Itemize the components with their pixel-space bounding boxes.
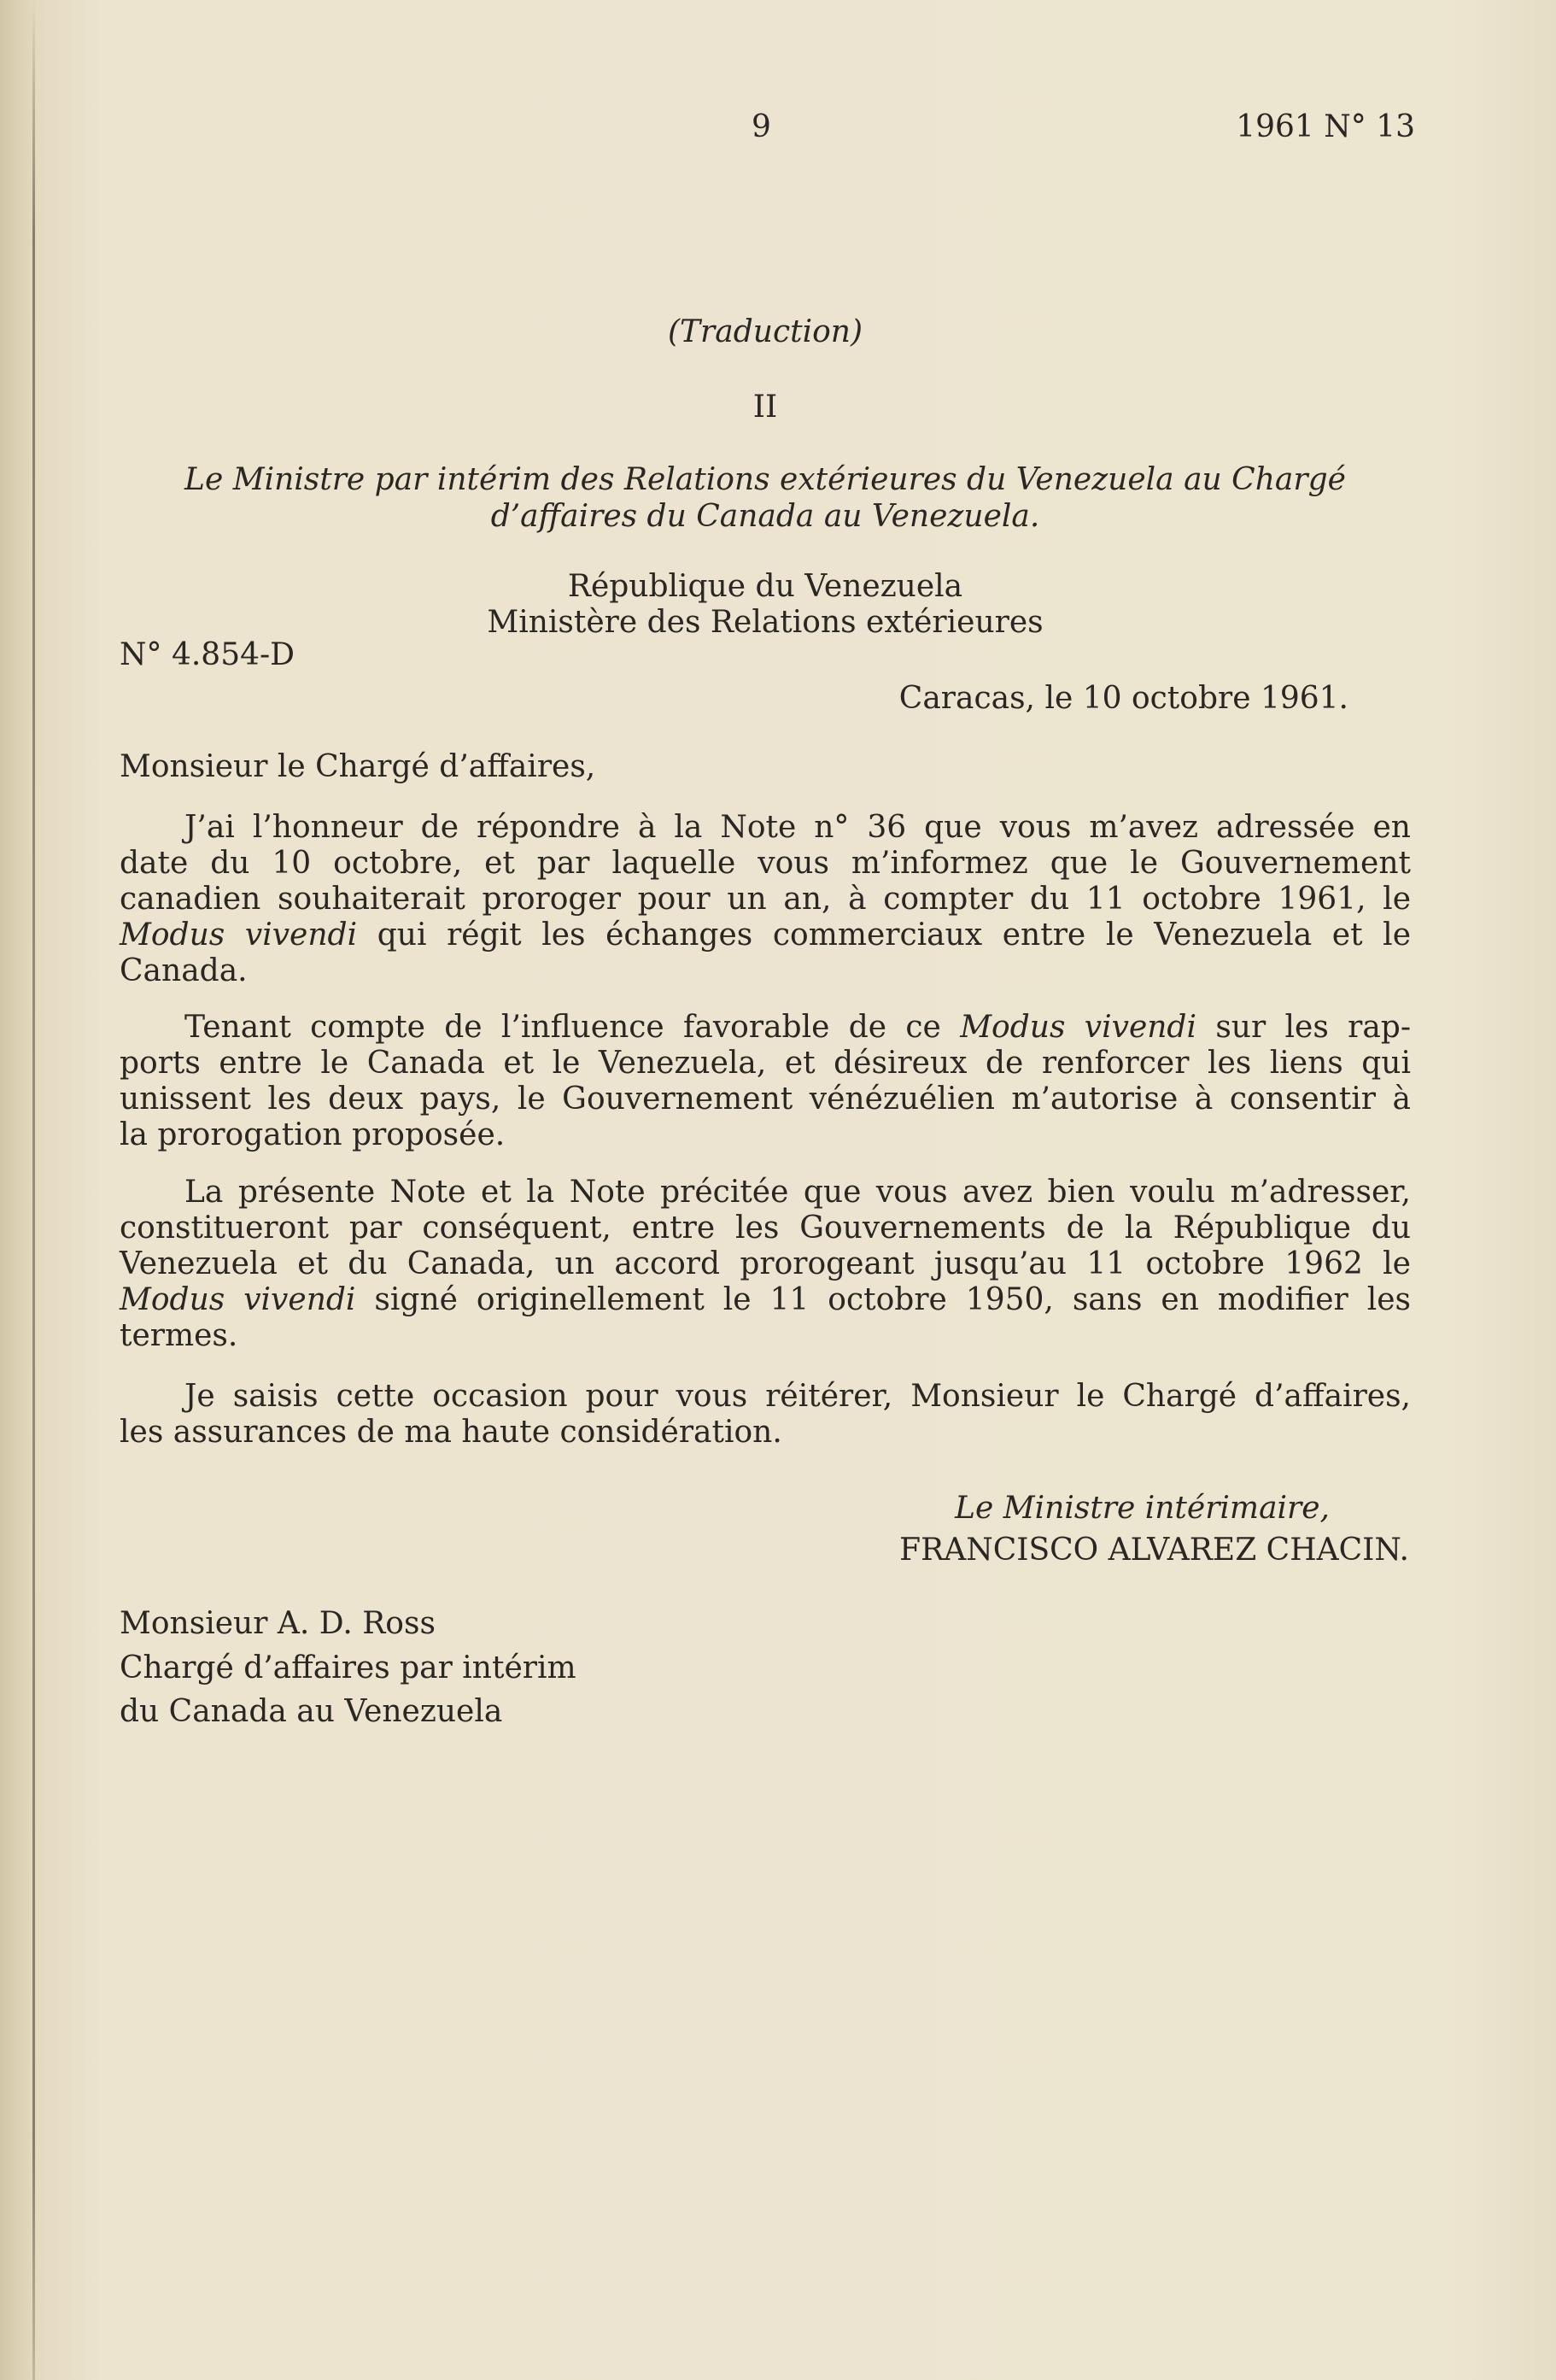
latin-phrase: Modus vivendi: [120, 1282, 356, 1317]
paragraph-line: constitueront par conséquent, entre les Gouvernements de la République du: [120, 1211, 1411, 1246]
reference-number: N° 4.854-D: [120, 637, 295, 672]
page-number: 9: [752, 109, 771, 144]
addressee-line-2: Chargé d’affaires par intérim: [120, 1650, 576, 1685]
paragraph-line: Tenant compte de l’influence favorable de ce Modus vivendi sur les rap-: [184, 1010, 1412, 1045]
paragraph-1: [120, 810, 1411, 989]
paragraph-line: Je saisis cette occasion pour vous réitérer, Monsieur le Chargé d’affaires,: [184, 1379, 1411, 1414]
paragraph-line: Venezuela et du Canada, un accord prorogeant jusqu’au 11 octobre 1962 le: [120, 1246, 1411, 1281]
paragraph-line: Canada.: [120, 953, 248, 988]
latin-phrase: Modus vivendi: [960, 1010, 1196, 1045]
paragraph-line: J’ai l’honneur de répondre à la Note n° 36 que vous m’avez adressée en: [184, 810, 1411, 845]
paragraph-2: [120, 1010, 1411, 1153]
addressee-line-3: du Canada au Venezuela: [120, 1694, 503, 1729]
translation-label: (Traduction): [667, 314, 863, 349]
paragraph-line: Modus vivendi qui régit les échanges commerciaux entre le Venezuela et le: [120, 917, 1411, 953]
document-title-line-2: d’affaires du Canada au Venezuela.: [490, 499, 1040, 534]
paragraph-line: termes.: [120, 1318, 238, 1353]
paragraph-line: La présente Note et la Note précitée que vous avez bien voulu m’adresser,: [184, 1175, 1411, 1210]
document-title-line-1: Le Ministre par intérim des Relations extérieures du Venezuela au Chargé: [184, 462, 1346, 497]
letterhead-line-1: République du Venezuela: [567, 569, 963, 604]
paragraph-3: [120, 1175, 1411, 1354]
signature-name: FRANCISCO ALVAREZ CHACIN.: [899, 1533, 1409, 1568]
signature-title: Le Ministre intérimaire,: [955, 1491, 1330, 1526]
letterhead-line-2: Ministère des Relations extérieures: [487, 605, 1044, 640]
paragraph-line: unissent les deux pays, le Gouvernement vénézuélien m’autorise à consentir à: [120, 1082, 1411, 1117]
paragraph-line: Modus vivendi signé originellement le 11 octobre 1950, sans en modifier les: [120, 1282, 1412, 1317]
paragraph-line: ports entre le Canada et le Venezuela, et désireux de renforcer les liens qui: [120, 1046, 1411, 1081]
place-date: Caracas, le 10 octobre 1961.: [898, 681, 1348, 716]
paragraph-line: date du 10 octobre, et par laquelle vous m’informez que le Gouvernement: [120, 846, 1411, 881]
paragraph-line: les assurances de ma haute considération.: [120, 1415, 782, 1450]
paragraph-line: la prorogation proposée.: [120, 1117, 506, 1152]
binding-edge: [32, 0, 35, 2380]
series-number: 1961 N° 13: [1236, 109, 1415, 144]
addressee-line-1: Monsieur A. D. Ross: [120, 1606, 436, 1641]
paragraph-4: [120, 1379, 1411, 1451]
paragraph-line: canadien souhaiterait proroger pour un an, à compter du 11 octobre 1961, le: [120, 882, 1411, 917]
latin-phrase: Modus vivendi: [120, 917, 358, 953]
section-number: II: [752, 390, 778, 425]
salutation: Monsieur le Chargé d’affaires,: [120, 749, 596, 784]
